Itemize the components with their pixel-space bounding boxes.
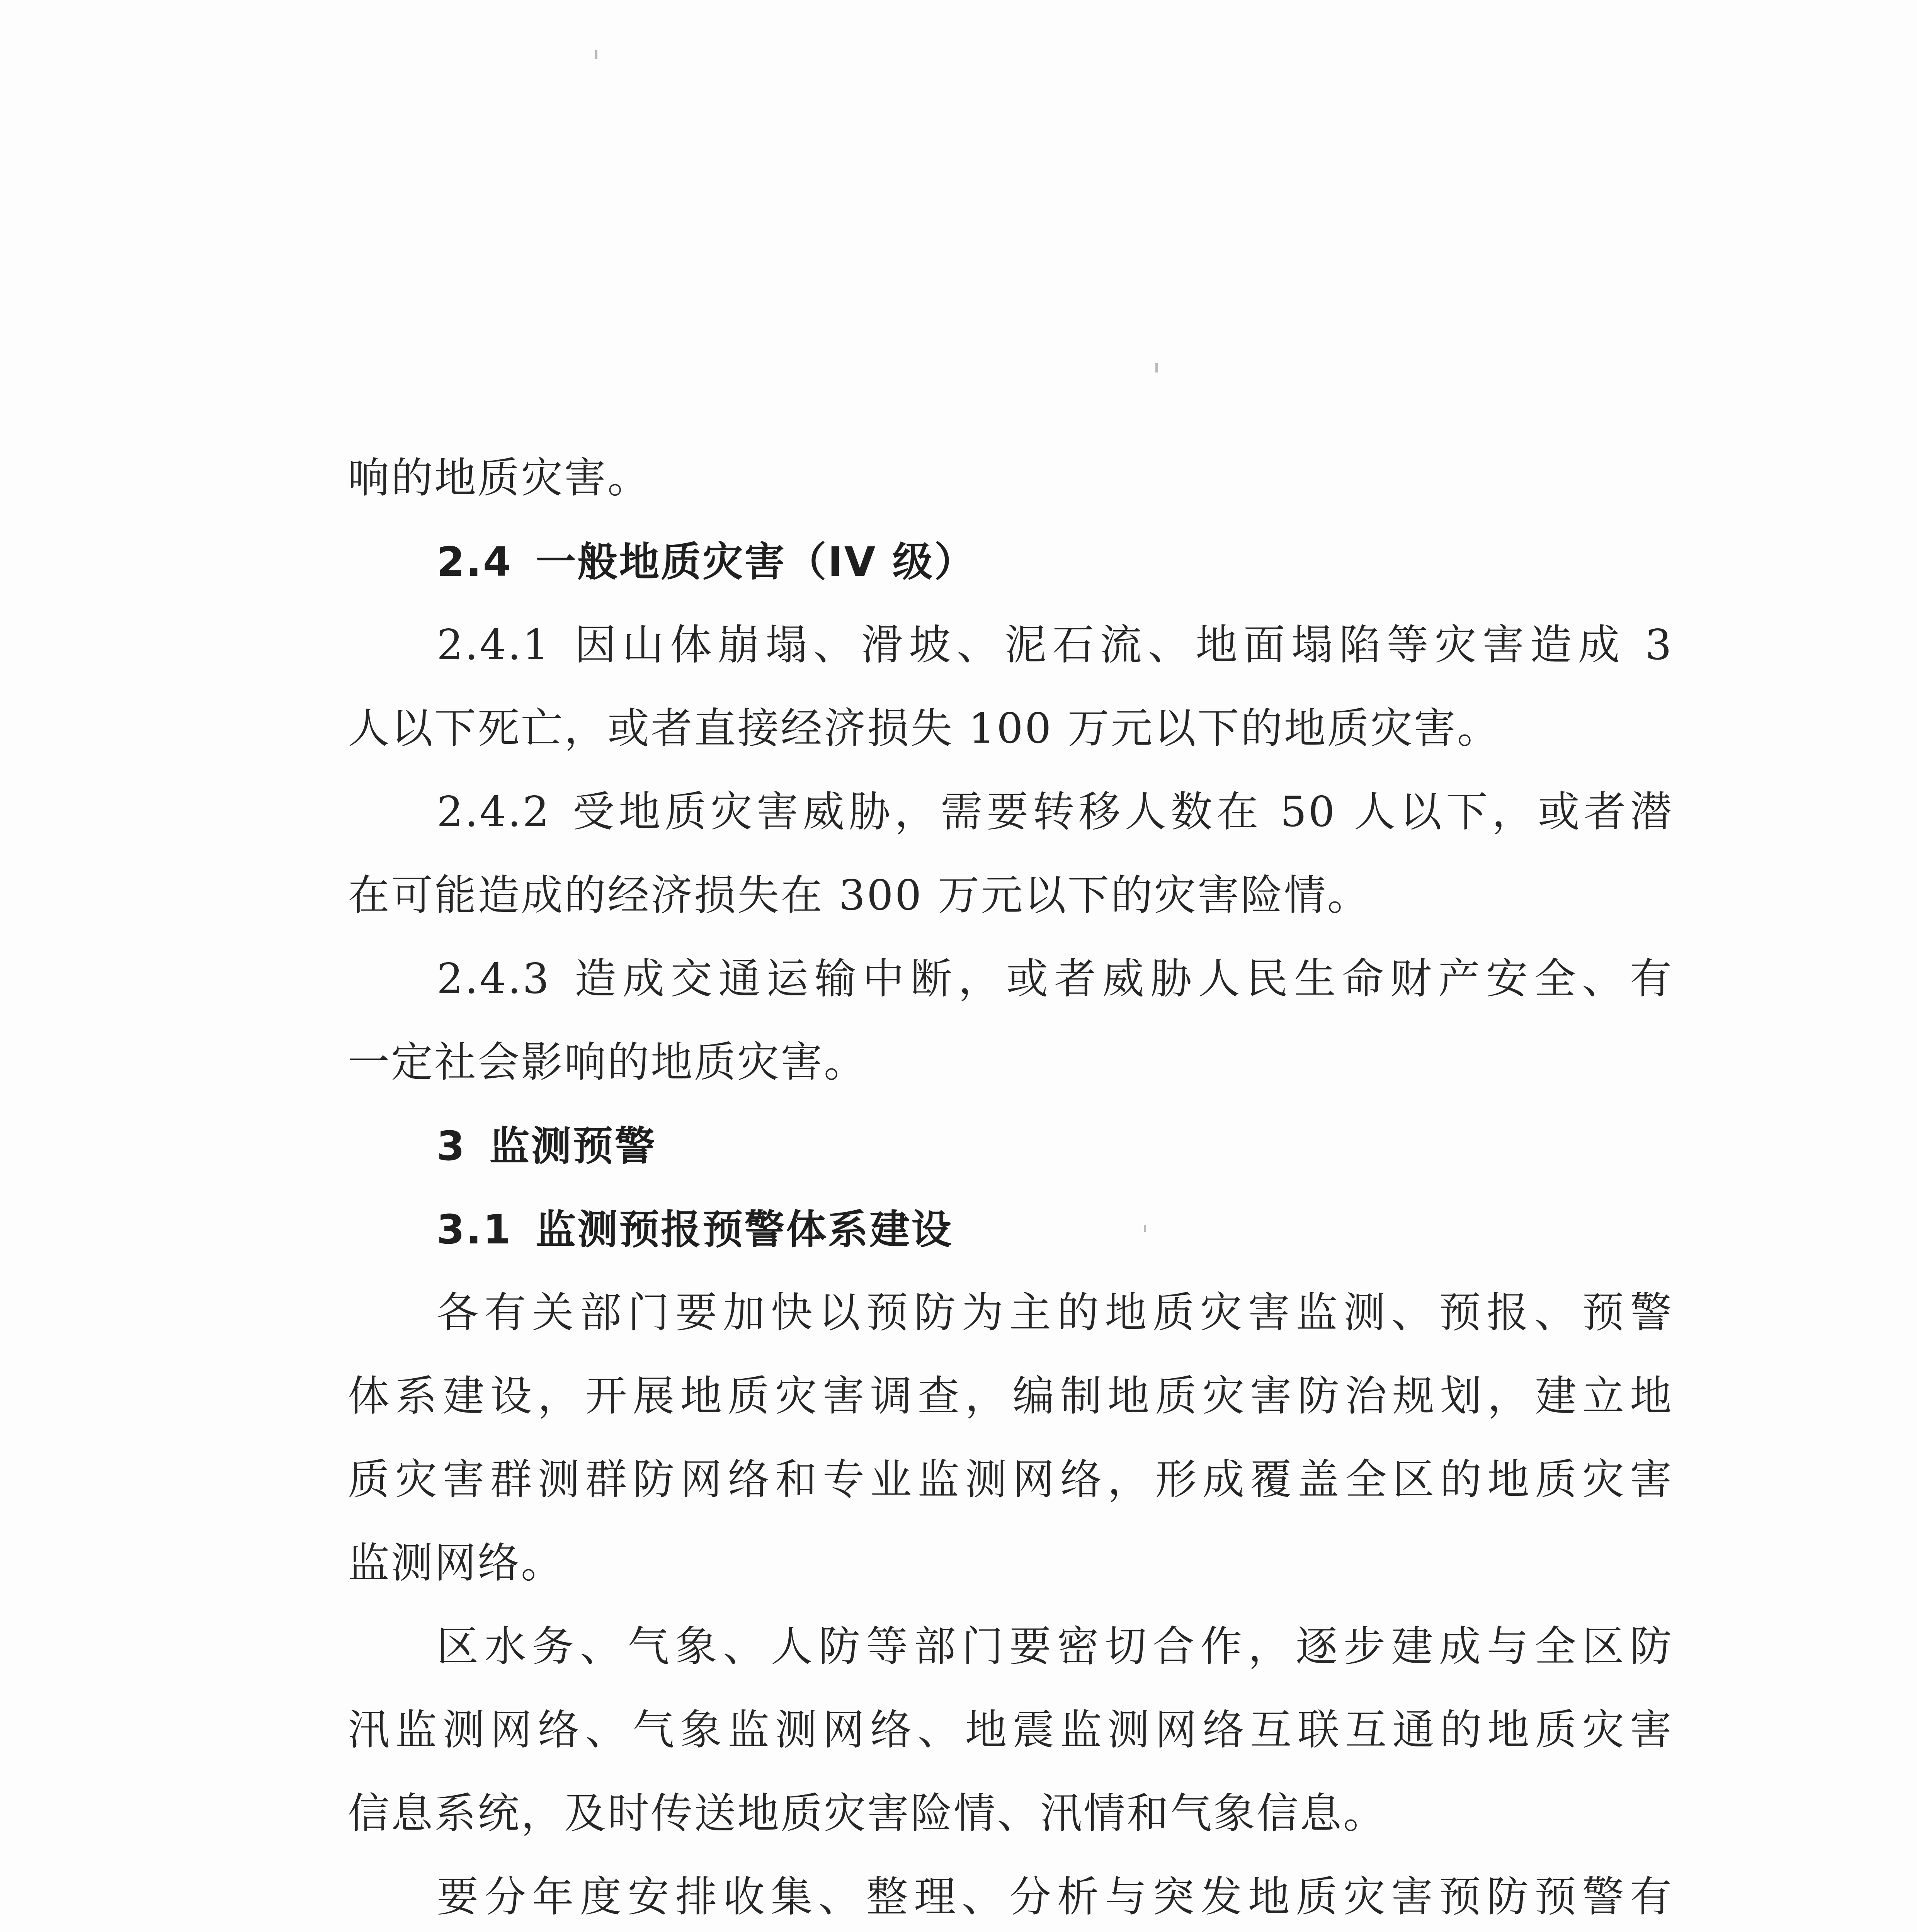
text-line-content: 受地质灾害威胁，需要转移人数在 50 人以下，或者潜	[570, 788, 1673, 836]
paragraph-2-4-2	[348, 770, 1673, 937]
section-title: 监测预报预警体系建设	[536, 1206, 953, 1253]
text-line: 监测网络。	[348, 1539, 565, 1587]
paragraph-monitoring-system	[348, 1271, 1673, 1605]
section-number: 3.1	[437, 1206, 513, 1253]
text-line: 一定社会影响的地质灾害。	[348, 1038, 867, 1087]
text-line: 要分年度安排收集、整理、分析与突发地质灾害预防预警有	[437, 1873, 1673, 1921]
document-body	[348, 437, 1673, 1932]
clause-number: 2.4.3	[437, 955, 551, 1003]
text-line: 各有关部门要加快以预防为主的地质灾害监测、预报、预警	[437, 1289, 1673, 1337]
paragraph-2-4-1	[348, 604, 1673, 770]
section-number: 2.4	[437, 538, 513, 585]
paragraph-2-4-3	[348, 937, 1673, 1104]
section-title: 一般地质灾害（IV 级）	[536, 538, 976, 585]
text-line	[348, 770, 1673, 854]
text-line: 信息系统，及时传送地质灾害险情、汛情和气象信息。	[348, 1789, 1387, 1838]
paragraph-continuation	[348, 437, 1673, 520]
text-line: 汛监测网络、气象监测网络、地震监测网络互联互通的地质灾害	[348, 1706, 1673, 1754]
clause-number: 2.4.2	[437, 788, 551, 836]
section-heading-3	[348, 1104, 1673, 1188]
text-line: 人以下死亡，或者直接经济损失 100 万元以下的地质灾害。	[348, 704, 1500, 753]
text-line: 在可能造成的经济损失在 300 万元以下的灾害险情。	[348, 871, 1371, 920]
scan-speck	[1155, 363, 1158, 372]
scan-speck	[595, 50, 597, 59]
text-line	[348, 937, 1673, 1021]
section-number: 3	[437, 1122, 466, 1170]
clause-number: 2.4.1	[437, 621, 551, 669]
section-heading-3-1	[348, 1188, 1673, 1271]
text-line: 响的地质灾害。	[348, 454, 651, 502]
paragraph-data-collection	[348, 1855, 1673, 1932]
text-line: 区水务、气象、人防等部门要密切合作，逐步建成与全区防	[437, 1622, 1673, 1671]
text-line-content: 因山体崩塌、滑坡、泥石流、地面塌陷等灾害造成 3	[570, 621, 1673, 669]
text-line: 质灾害群测群防网络和专业监测网络，形成覆盖全区的地质灾害	[348, 1456, 1673, 1504]
text-line: 体系建设，开展地质灾害调查，编制地质灾害防治规划，建立地	[348, 1372, 1673, 1420]
section-heading-2-4	[348, 520, 1673, 604]
text-line	[348, 604, 1673, 687]
paragraph-department-cooperation	[348, 1605, 1673, 1855]
section-title: 监测预警	[489, 1122, 657, 1170]
text-line-content: 造成交通运输中断，或者威胁人民生命财产安全、有	[570, 955, 1673, 1003]
